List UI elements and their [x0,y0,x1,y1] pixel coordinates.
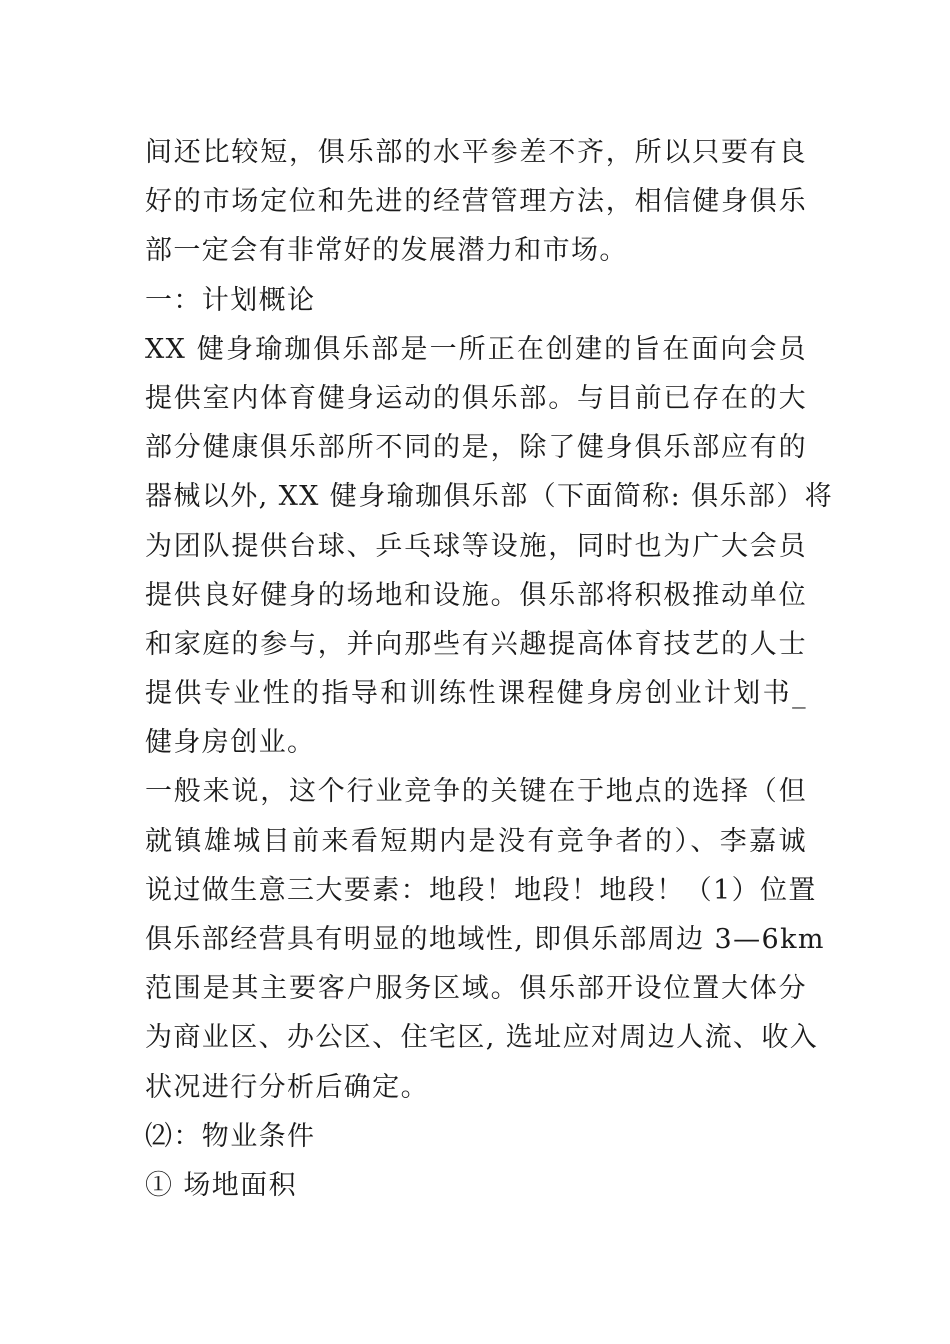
text-line: 部一定会有非常好的发展潜力和市场。 [145,235,628,267]
text-line: 好的市场定位和先进的经营管理方法，相信健身俱乐 [145,186,807,218]
text-line: 俱乐部经营具有明显的地域性, 即俱乐部周边 3—6km [145,924,825,955]
section-heading: 一：计划概论 [145,284,316,316]
subsection-heading: ⑵：物业条件 [145,1120,316,1152]
text-line: 就镇雄城目前来看短期内是没有竞争者的）、李嘉诚 [145,825,807,857]
document-body [145,128,834,1210]
text-line: 提供专业性的指导和训练性课程健身房创业计划书_ [145,678,807,710]
text-line: 为商业区、办公区、住宅区, 选址应对周边人流、收入 [145,1022,819,1054]
text-line: 状况进行分析后确定。 [145,1071,429,1103]
text-line: 和家庭的参与，并向那些有兴趣提高体育技艺的人士 [145,628,807,660]
text-line: XX 健身瑜珈俱乐部是一所正在创建的旨在面向会员 [145,333,807,365]
text-line: 健身房创业。 [145,727,316,759]
text-line: 范围是其主要客户服务区域。俱乐部开设位置大体分 [145,973,807,1005]
subsection-item: ① 场地面积 [145,1169,297,1201]
text-line: 器械以外, XX 健身瑜珈俱乐部（下面简称: 俱乐部）将 [145,481,834,513]
text-line: 说过做生意三大要素：地段！地段！地段！（1）位置 [145,874,817,906]
text-line: 提供室内体育健身运动的俱乐部。与目前已存在的大 [145,382,807,414]
text-line: 间还比较短，俱乐部的水平参差不齐，所以只要有良 [145,137,807,168]
text-line: 提供良好健身的场地和设施。俱乐部将积极推动单位 [145,579,807,611]
text-line: 部分健康俱乐部所不同的是，除了健身俱乐部应有的 [145,432,807,464]
text-line: 一般来说，这个行业竞争的关键在于地点的选择（但 [145,776,807,808]
text-line: 为团队提供台球、乒乓球等设施，同时也为广大会员 [145,530,807,562]
